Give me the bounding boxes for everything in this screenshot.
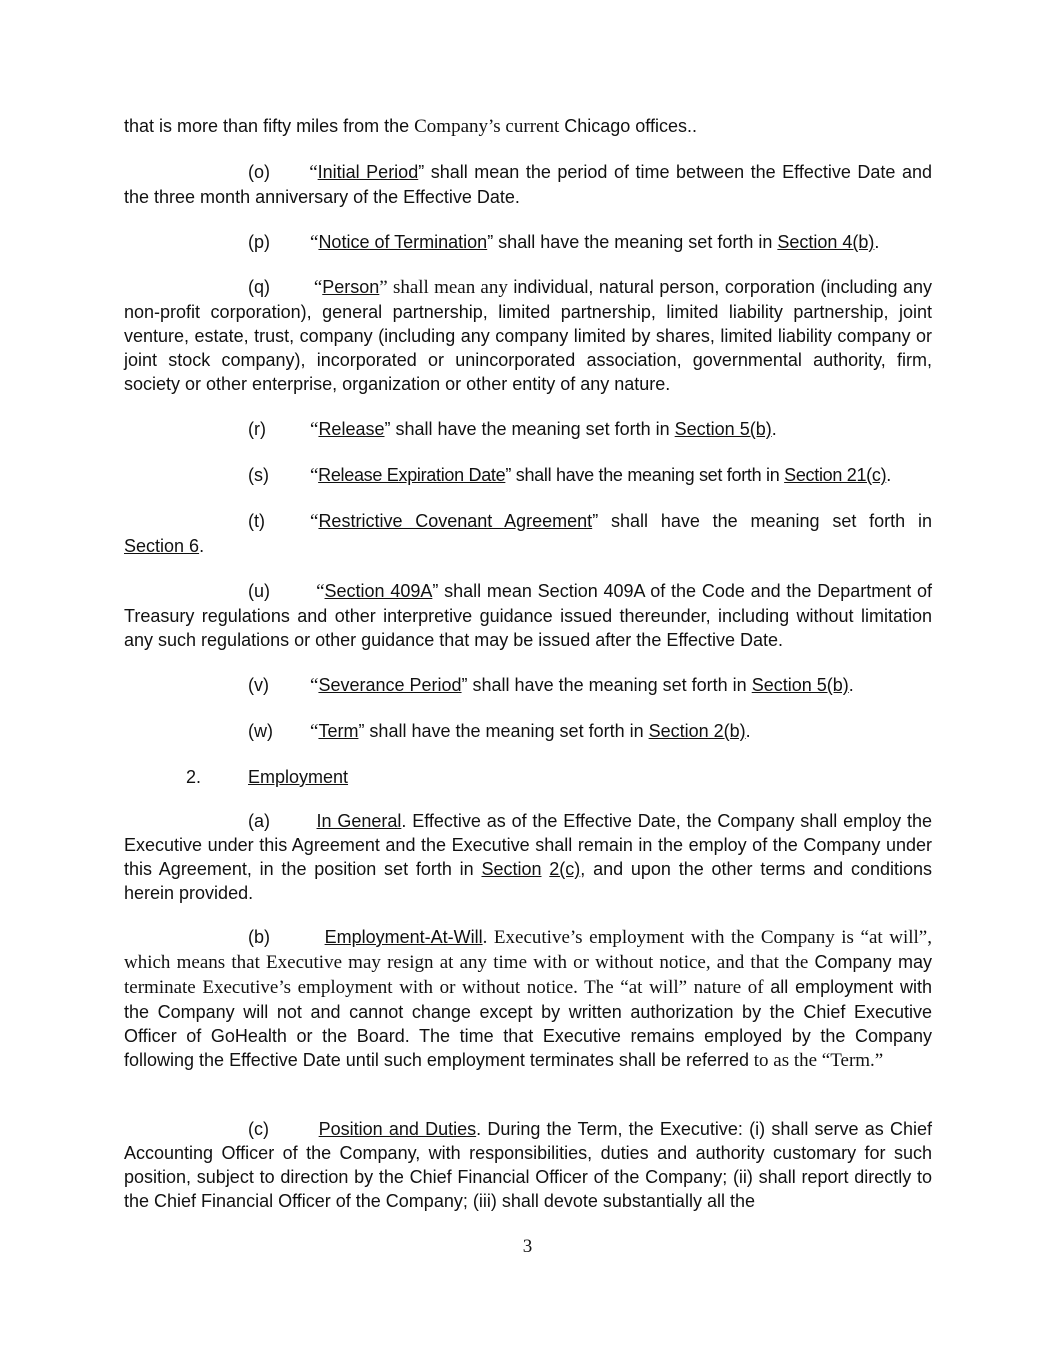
definition-t-second-line	[124, 534, 932, 558]
section-reference: Section	[481, 859, 542, 879]
definition-text: ” shall have the meaning set forth in	[505, 465, 785, 485]
section-2c	[124, 1117, 932, 1213]
definition-label: (w)	[248, 721, 273, 741]
subsection-heading: Position and Duties	[318, 1119, 477, 1139]
defined-term: Notice of Termination	[318, 232, 488, 252]
period: .	[771, 419, 777, 439]
definition-text: ” shall have the meaning set forth in	[384, 419, 675, 439]
definition-label: (p)	[248, 232, 270, 252]
subsection-text: Company may	[814, 952, 932, 972]
section-title: Employment	[248, 767, 349, 787]
section-2a	[124, 809, 932, 905]
intro-serif-text: Company’s current	[414, 116, 560, 137]
definition-q	[124, 275, 932, 396]
subsection-heading: In General	[316, 811, 402, 831]
defined-term: Restrictive Covenant Agreement	[318, 511, 593, 531]
subsection-serif-text: . Executive’s employment with the Company is “at will”, which means that Executive may resign at any time with or without notice, and that the	[124, 927, 932, 973]
period: .	[199, 536, 205, 556]
open-quote: “	[309, 162, 318, 183]
definition-serif-text: ” shall mean any	[379, 277, 508, 298]
subsection-text: all employment with the Company will not and cannot change except by written authorization by the Chief Executive Officer of GoHealth or the Board. The time that Executive remains employed by the Company following the Effective Date until such employment terminates shall be referred	[124, 977, 933, 1070]
definition-t	[124, 509, 932, 558]
subsection-label: (a)	[248, 811, 270, 831]
intro-text: that is more than fifty miles from the	[124, 116, 410, 136]
subsection-label: (b)	[248, 927, 270, 947]
intro-paragraph	[124, 114, 932, 139]
defined-term: Term	[318, 721, 359, 741]
section-reference: Section 5(b)	[751, 675, 849, 695]
definition-w	[124, 719, 932, 744]
open-quote: “	[316, 581, 325, 602]
definition-p	[124, 230, 932, 255]
definition-u	[124, 579, 932, 652]
section-heading	[124, 765, 932, 789]
definition-text: ” shall have the meaning set forth in	[592, 511, 932, 531]
definition-label: (q)	[248, 277, 270, 297]
open-quote: “	[310, 232, 319, 253]
defined-term: Person	[322, 277, 380, 297]
period: .	[848, 675, 854, 695]
definition-text: individual, natural person, corporation (including any non-profit corporation), general partnership, limited partnership, limited liability partnership, joint venture, estate, trust, company (including any company limited by shares, limited liability company or joint stock company), incorporated or unincorporated association, governmental authority, firm, society or other enterprise, organization or other entity of any nature.	[124, 277, 932, 394]
definition-s	[124, 463, 932, 488]
defined-term: Release	[318, 419, 385, 439]
open-quote: “	[310, 721, 319, 742]
definition-text: ” shall have the meaning set forth in	[487, 232, 778, 252]
subsection-label: (c)	[248, 1119, 269, 1139]
subsection-heading: Employment-At-Will	[324, 927, 483, 947]
section-reference: Section 6	[124, 536, 200, 556]
definition-text: ” shall have the meaning set forth in	[461, 675, 752, 695]
definition-text: ” shall mean the period of time between the Effective Date and the three month anniversary of the Effective Date.	[124, 162, 932, 207]
definition-label: (v)	[248, 675, 269, 695]
definition-text: ” shall have the meaning set forth in	[358, 721, 649, 741]
open-quote: “	[310, 675, 319, 696]
section-reference: Section 4(b)	[777, 232, 875, 252]
defined-term: Initial Period	[317, 162, 419, 182]
definition-o	[124, 160, 932, 209]
open-quote: “	[310, 465, 319, 486]
section-reference-number: 2(c)	[549, 859, 581, 879]
section-2b	[124, 925, 932, 1073]
section-reference: Section 2(b)	[648, 721, 746, 741]
section-reference: Section 5(b)	[674, 419, 772, 439]
definition-label: (o)	[248, 162, 270, 182]
definition-label: (u)	[248, 581, 270, 601]
subsection-text: . During the Term, the Executive: (i) shall serve as Chief Accounting Officer of the Company, with responsibilities, duties and authority customary for such position, subject to direction by the Chief Financial Officer of the Company; (ii) shall report directly to the Chief Financial Officer of the Company; (iii) shall devote substantially all the	[124, 1119, 932, 1211]
open-quote: “	[313, 277, 323, 298]
definition-text: ” shall mean Section 409A of the Code and the Department of Treasury regulations and other interpretive guidance issued thereunder, including without limitation any such regulations or other guidance that may be issued after the Effective Date.	[124, 581, 933, 650]
open-quote: “	[310, 419, 319, 440]
defined-term: Severance Period	[318, 675, 462, 695]
subsection-text-end: , and upon the other terms and conditions herein provided.	[124, 859, 932, 903]
definition-label: (s)	[248, 465, 269, 485]
period: .	[874, 232, 880, 252]
subsection-serif-text: to as the “Term.”	[748, 1050, 884, 1071]
subsection-serif-text: terminate Executive’s employment with or without notice. The “at will” nature of	[124, 977, 771, 998]
intro-text-end: Chicago offices..	[564, 116, 697, 136]
defined-term: Section 409A	[324, 581, 433, 601]
definition-r	[124, 417, 932, 442]
section-reference: Section 21(c)	[784, 465, 887, 485]
period: .	[886, 465, 891, 485]
definition-v	[124, 673, 932, 698]
section-number: 2.	[186, 767, 202, 787]
definition-label: (t)	[248, 511, 265, 531]
period: .	[745, 721, 751, 741]
document-page	[124, 114, 932, 1213]
open-quote: “	[310, 511, 319, 532]
subsection-text: . Effective as of the Effective Date, the Company shall employ the Executive under this Agreement and the Executive shall remain in the employ of the Company under this Agreement, in the position set forth in	[124, 811, 932, 879]
page-number: 3	[522, 1236, 533, 1257]
definition-t-first-line	[124, 509, 932, 534]
definition-label: (r)	[248, 419, 266, 439]
defined-term: Release Expiration Date	[318, 465, 506, 485]
